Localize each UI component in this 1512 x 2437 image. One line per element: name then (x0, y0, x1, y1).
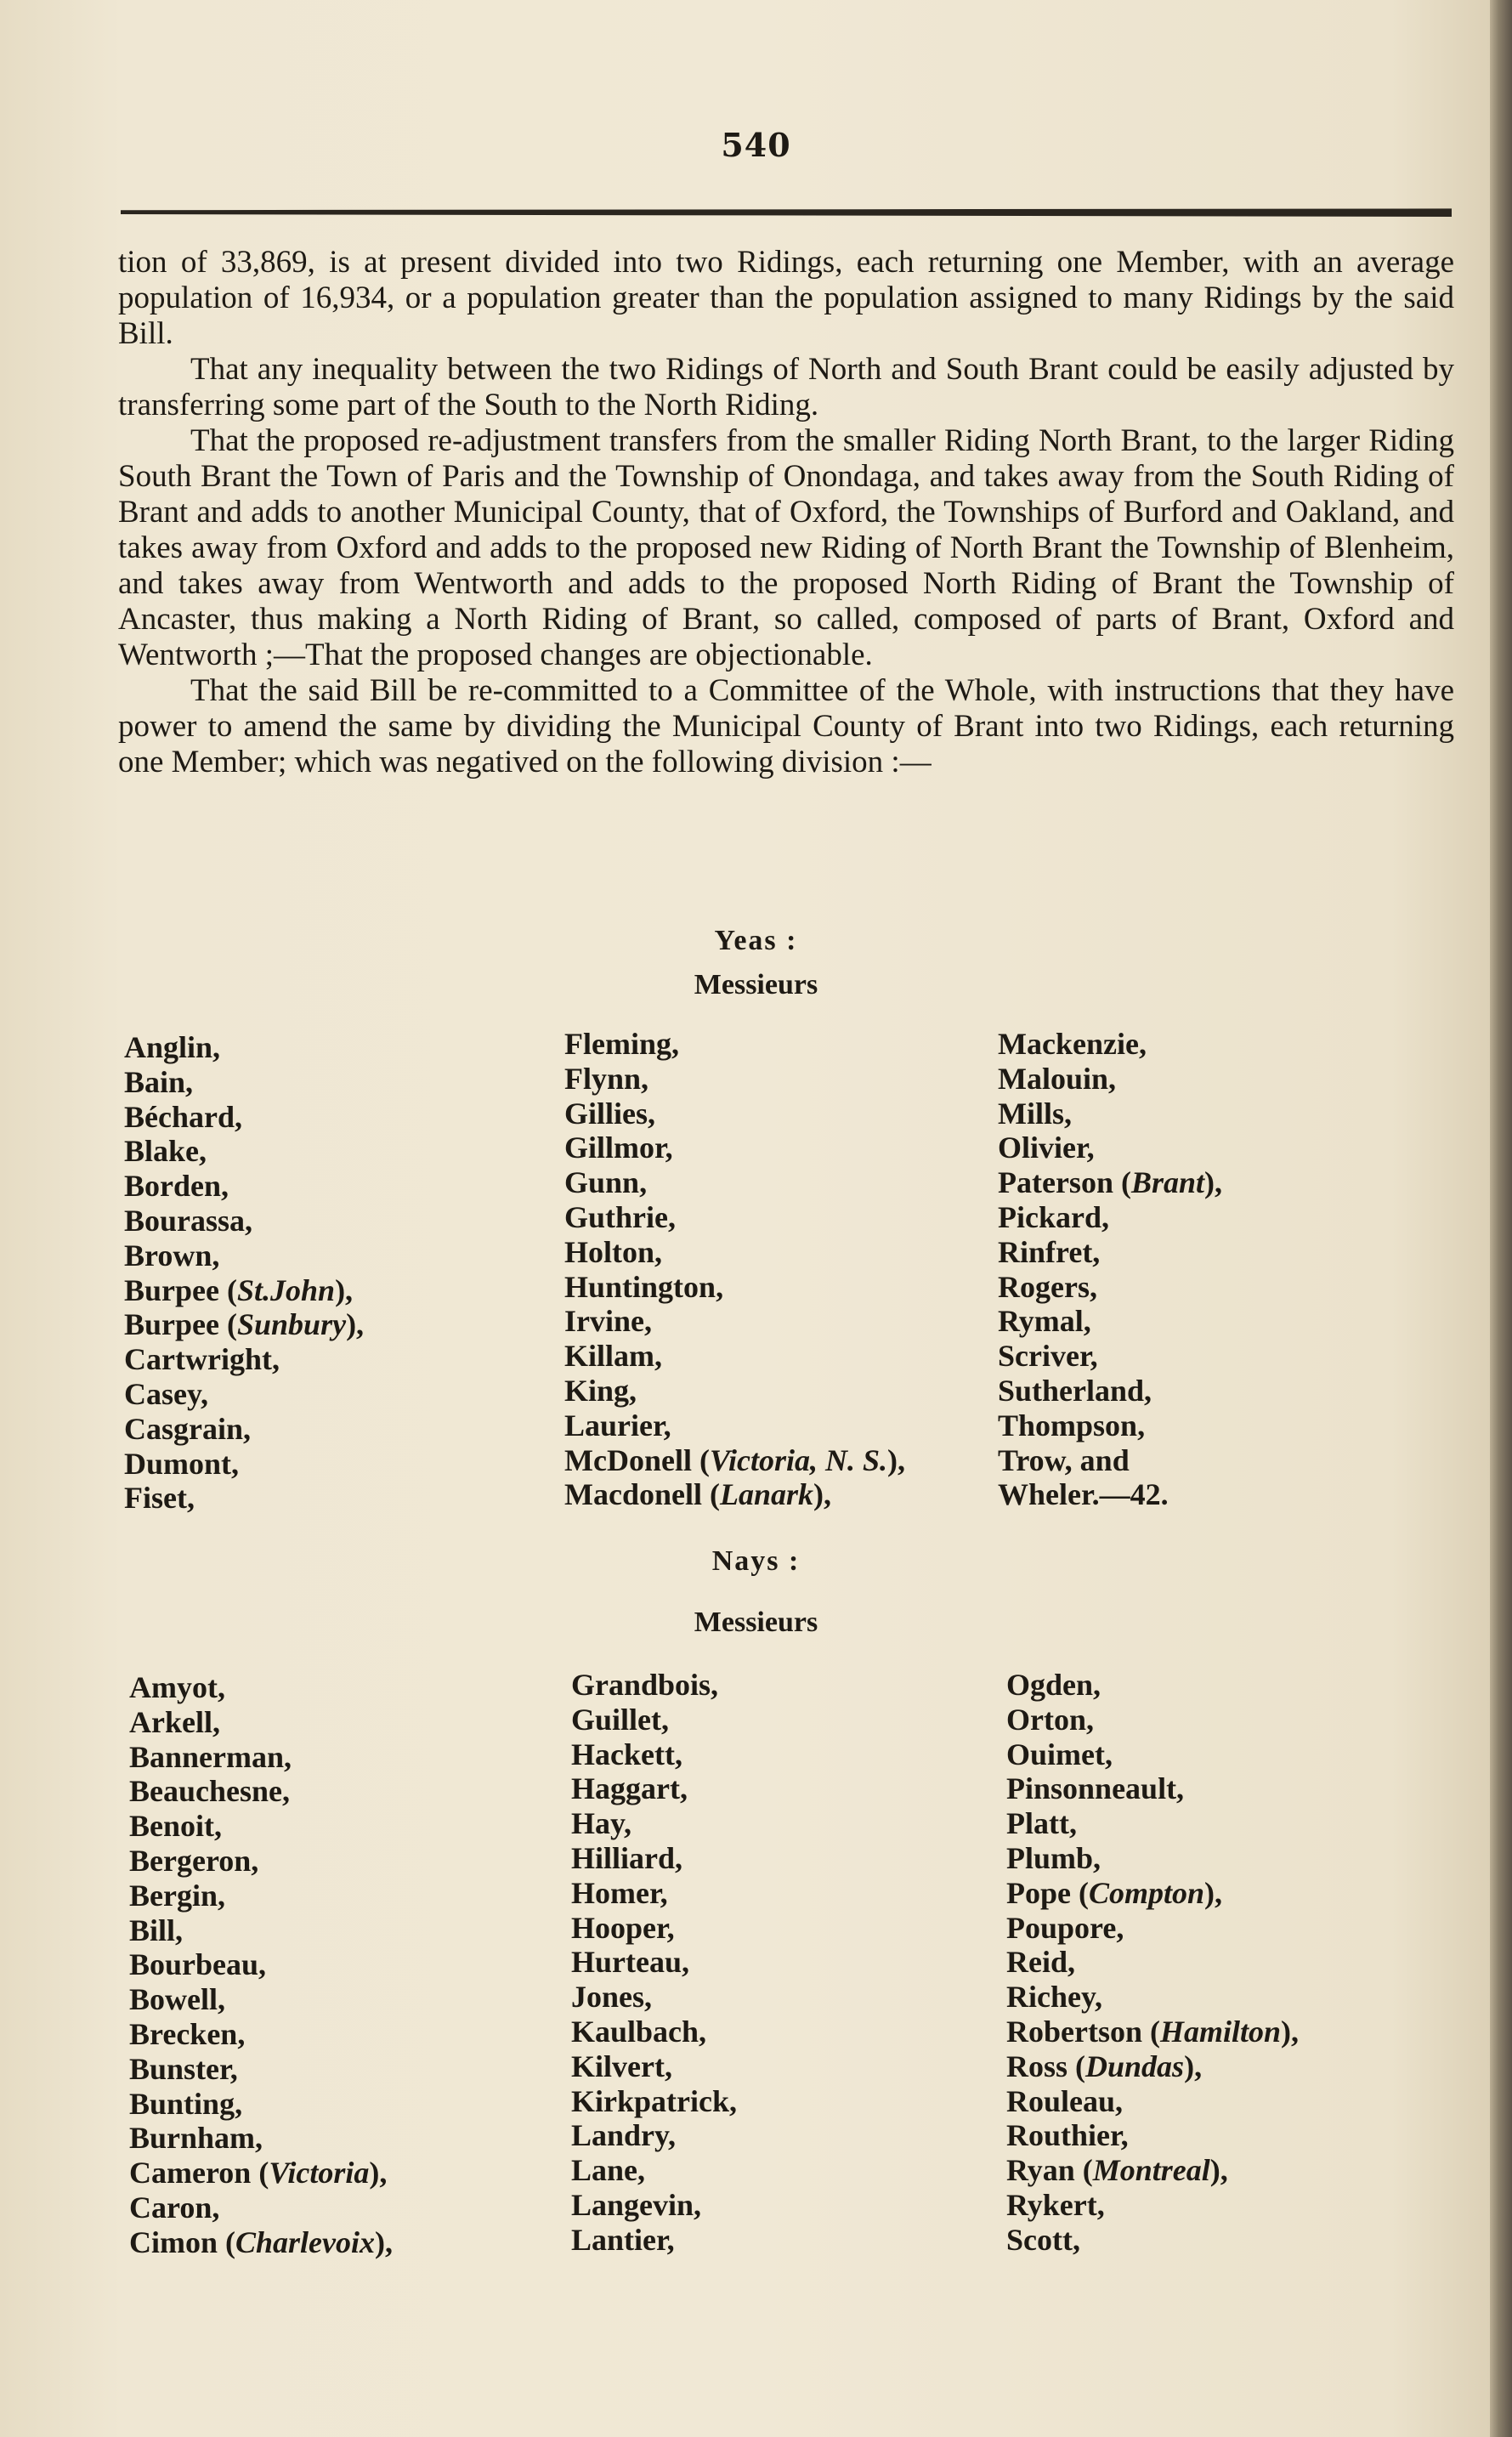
member-surname: Brecken, (129, 2016, 246, 2051)
nays-column-1 (129, 1670, 393, 2260)
member-surname: Brown, (124, 1238, 220, 1272)
member-surname: Malouin, (998, 1061, 1117, 1096)
member-surname: Richey, (1006, 1980, 1102, 2015)
member-surname: Burnham, (129, 2121, 263, 2156)
qualifier-close: ), (1204, 1875, 1223, 1910)
member-name (1006, 1945, 1299, 1980)
member-name (124, 1377, 364, 1412)
nays-heading: Nays : (711, 1545, 801, 1577)
member-name (571, 1806, 737, 1841)
member-name (571, 2153, 737, 2188)
constituency-qualifier: St.John (236, 1272, 336, 1307)
member-surname: Casey, (124, 1376, 208, 1411)
member-name (1006, 1806, 1299, 1841)
member-name (1006, 2223, 1299, 2258)
paragraph-3: That the proposed re-adjustment transfers from the smaller Riding North Brant, to the larger Riding South Brant the Town of Paris and the Township of Onondaga, and takes away from the South Riding of Brant and adds to another Municipal County, that of Oxford, the Townships of Burford and Oakland, and takes away from Oxford and adds to the proposed new Riding of North Brant the Township of Blenheim, and takes away from Wentworth and adds to the proposed North Riding of Brant the Township of Ancaster, thus making a North Riding of Brant, so called, composed of parts of Brant, Oxford and Wentworth ;—That the proposed changes are objectionable. (118, 423, 1454, 672)
member-surname: Plumb, (1006, 1840, 1101, 1875)
member-surname: Lantier, (571, 2222, 675, 2257)
member-surname: Macdonell ( (564, 1477, 720, 1512)
member-name (1006, 2188, 1299, 2223)
book-spine-edge (1490, 0, 1512, 2437)
member-surname: Routhier, (1006, 2118, 1129, 2153)
member-name (564, 1165, 905, 1200)
qualifier-close: ), (375, 2224, 394, 2259)
member-name (129, 1879, 393, 1913)
member-name (571, 1911, 737, 1946)
member-surname: Orton, (1006, 1702, 1094, 1737)
member-surname: Gillmor, (564, 1131, 673, 1165)
member-surname: Kilvert, (571, 2049, 672, 2083)
member-name (1006, 2015, 1299, 2049)
nays-column-3 (1006, 1668, 1299, 2258)
member-surname: Trow, and (998, 1442, 1130, 1477)
member-surname: Blake, (124, 1134, 207, 1169)
member-surname: Irvine, (564, 1304, 652, 1339)
constituency-qualifier: Brant (1130, 1165, 1205, 1200)
constituency-qualifier: Sunbury (236, 1307, 347, 1342)
body-text (118, 245, 1454, 780)
member-name (1006, 1876, 1299, 1911)
paragraph-1: tion of 33,869, is at present divided into two Ridings, each returning one Member, with an average population of 16,934, or a population greater than the population assigned to many Ridings by the said Bill. (118, 245, 1454, 351)
paragraph-2: That any inequality between the two Ridings of North and South Brant could be easily adjusted by transferring some part of the South to the North Riding. (118, 352, 1454, 422)
constituency-qualifier: Lanark (719, 1477, 814, 1512)
constituency-qualifier: Charlevoix (235, 2224, 376, 2259)
member-name (571, 2084, 737, 2119)
member-surname: Ryan ( (1006, 2153, 1093, 2188)
member-surname: Gillies, (564, 1096, 655, 1131)
member-name (571, 1771, 737, 1806)
member-name (124, 1481, 364, 1516)
member-surname: Arkell, (129, 1704, 220, 1739)
constituency-qualifier: Dundas (1085, 2049, 1185, 2083)
member-name (129, 2017, 393, 2052)
member-name (1006, 1703, 1299, 1737)
member-name (129, 2121, 393, 2156)
qualifier-close: ), (887, 1442, 905, 1477)
member-surname: Bowell, (129, 1982, 225, 2017)
constituency-qualifier: Victoria, N. S. (709, 1442, 887, 1477)
member-name (129, 1705, 393, 1740)
member-surname: Paterson ( (998, 1165, 1131, 1200)
member-surname: Mackenzie, (998, 1027, 1147, 1061)
member-name (998, 1304, 1222, 1339)
member-surname: Ouimet, (1006, 1737, 1113, 1771)
member-surname: Haggart, (571, 1771, 688, 1806)
member-surname: Homer, (571, 1875, 668, 1910)
page-number: 540 (721, 126, 791, 164)
member-surname: Cameron ( (129, 2156, 269, 2190)
member-surname: Ogden, (1006, 1668, 1101, 1702)
member-name (571, 1668, 737, 1703)
member-surname: Guillet, (571, 1702, 669, 1737)
member-surname: Pinsonneault, (1006, 1771, 1185, 1806)
member-name (564, 1027, 905, 1062)
member-name (129, 2052, 393, 2087)
member-surname: Ross ( (1006, 2049, 1086, 2083)
member-name (998, 1408, 1222, 1443)
member-name (998, 1097, 1222, 1131)
member-surname: King, (564, 1373, 637, 1408)
yeas-column-1 (124, 1030, 364, 1516)
member-name (129, 2156, 393, 2190)
member-name (124, 1169, 364, 1204)
member-name (124, 1238, 364, 1273)
member-surname: Bunting, (129, 2086, 243, 2121)
member-surname: Hooper, (571, 1910, 675, 1945)
qualifier-close: ), (1209, 2153, 1228, 2188)
member-name (998, 1339, 1222, 1374)
member-surname: Guthrie, (564, 1199, 676, 1234)
member-name (564, 1408, 905, 1443)
member-name (564, 1477, 905, 1512)
member-surname: Pickard, (998, 1199, 1109, 1234)
member-surname: Bain, (124, 1064, 194, 1099)
member-surname: Poupore, (1006, 1910, 1124, 1945)
member-surname: Caron, (129, 2190, 220, 2224)
member-name (571, 1945, 737, 1980)
yeas-subheading: Messieurs (694, 969, 818, 1000)
member-surname: Platt, (1006, 1806, 1077, 1841)
member-surname: Béchard, (124, 1099, 242, 1134)
member-surname: Burpee ( (124, 1307, 237, 1342)
member-name (571, 2223, 737, 2258)
member-surname: Killam, (564, 1339, 662, 1374)
member-name (564, 1062, 905, 1097)
member-name (571, 1737, 737, 1772)
member-name (129, 2190, 393, 2225)
member-name (564, 1200, 905, 1235)
member-surname: Kaulbach, (571, 2014, 707, 2049)
member-surname: Amyot, (129, 1670, 225, 1704)
member-name (564, 1443, 905, 1478)
member-name (571, 2118, 737, 2153)
member-surname: Fiset, (124, 1481, 195, 1516)
member-surname: Bourassa, (124, 1203, 253, 1238)
qualifier-close: ), (346, 1307, 365, 1342)
member-name (998, 1062, 1222, 1097)
member-surname: Robertson ( (1006, 2014, 1160, 2049)
member-name (1006, 2118, 1299, 2153)
yeas-column-2 (564, 1027, 905, 1512)
member-name (124, 1307, 364, 1342)
member-name (124, 1273, 364, 1308)
member-surname: Beauchesne, (129, 1774, 290, 1809)
member-name (564, 1235, 905, 1270)
member-surname: Langevin, (571, 2187, 702, 2222)
nays-column-2 (571, 1668, 737, 2258)
member-surname: Hay, (571, 1806, 632, 1841)
qualifier-close: ), (335, 1272, 354, 1307)
member-surname: Rymal, (998, 1304, 1091, 1339)
member-name (998, 1027, 1222, 1062)
member-name (129, 1844, 393, 1879)
member-surname: Grandbois, (571, 1668, 719, 1702)
member-surname: Bergeron, (129, 1843, 259, 1878)
member-surname: Flynn, (564, 1061, 649, 1096)
member-name (998, 1131, 1222, 1165)
member-surname: Bourbeau, (129, 1947, 267, 1982)
constituency-qualifier: Hamilton (1159, 2014, 1282, 2049)
member-surname: Thompson, (998, 1408, 1146, 1442)
constituency-qualifier: Victoria (269, 2156, 370, 2190)
member-surname: Sutherland, (998, 1373, 1152, 1408)
member-surname: Jones, (571, 1980, 653, 2015)
member-name (998, 1477, 1222, 1512)
member-surname: Hilliard, (571, 1840, 683, 1875)
yeas-column-3 (998, 1027, 1222, 1512)
member-surname: Gunn, (564, 1165, 648, 1200)
member-name (564, 1339, 905, 1374)
member-name (571, 1980, 737, 2015)
member-name (564, 1097, 905, 1131)
member-surname: Rykert, (1006, 2187, 1105, 2222)
paragraph-4: That the said Bill be re-committed to a Committee of the Whole, with instructions that they have power to amend the same by dividing the Municipal County of Brant into two Ridings, each returning one Member; which was negatived on the following division :— (118, 673, 1454, 779)
member-name (564, 1304, 905, 1339)
member-name (1006, 2049, 1299, 2084)
member-name (998, 1235, 1222, 1270)
member-surname: Anglin, (124, 1030, 221, 1064)
member-surname: Bunster, (129, 2051, 238, 2086)
nays-subheading: Messieurs (694, 1607, 818, 1638)
member-surname: Bannerman, (129, 1739, 292, 1774)
member-surname: Cartwright, (124, 1342, 280, 1377)
member-name (571, 1876, 737, 1911)
member-name (124, 1412, 364, 1447)
member-surname: Mills, (998, 1096, 1072, 1131)
member-surname: Lane, (571, 2153, 646, 2188)
member-name (1006, 1911, 1299, 1946)
member-surname: Bergin, (129, 1878, 225, 1913)
member-name (564, 1131, 905, 1165)
member-name (1006, 2153, 1299, 2188)
member-name (998, 1374, 1222, 1408)
member-surname: Fleming, (564, 1027, 679, 1061)
member-surname: Rouleau, (1006, 2083, 1124, 2118)
member-name (129, 1982, 393, 2017)
member-surname: Kirkpatrick, (571, 2083, 737, 2118)
member-name (998, 1165, 1222, 1200)
member-surname: Huntington, (564, 1269, 724, 1304)
member-surname: Hurteau, (571, 1945, 689, 1980)
member-name (124, 1134, 364, 1169)
member-name (1006, 2084, 1299, 2119)
member-name (129, 1774, 393, 1809)
member-surname: Scriver, (998, 1339, 1098, 1374)
member-name (998, 1200, 1222, 1235)
member-surname: Holton, (564, 1234, 663, 1269)
member-surname: Landry, (571, 2118, 677, 2153)
constituency-qualifier: Montreal (1092, 2153, 1210, 2188)
qualifier-close: ), (1281, 2014, 1300, 2049)
member-name (1006, 1737, 1299, 1772)
member-name (124, 1100, 364, 1135)
member-name (1006, 1980, 1299, 2015)
member-name (564, 1374, 905, 1408)
member-name (571, 2049, 737, 2084)
member-surname: Olivier, (998, 1131, 1095, 1165)
member-surname: Rinfret, (998, 1234, 1101, 1269)
member-surname: McDonell ( (564, 1442, 710, 1477)
qualifier-close: ), (813, 1477, 832, 1512)
yeas-heading: Yeas : (714, 925, 798, 956)
member-surname: Pope ( (1006, 1875, 1089, 1910)
constituency-qualifier: Compton (1088, 1875, 1205, 1910)
member-name (1006, 1668, 1299, 1703)
member-surname: Bill, (129, 1913, 184, 1947)
member-surname: Burpee ( (124, 1272, 237, 1307)
member-name (129, 1947, 393, 1982)
member-name (571, 2188, 737, 2223)
qualifier-close: ), (1204, 1165, 1223, 1200)
member-name (1006, 1841, 1299, 1876)
member-name (571, 1703, 737, 1737)
member-surname: Benoit, (129, 1809, 223, 1844)
member-surname: Casgrain, (124, 1411, 252, 1446)
member-name (129, 1670, 393, 1705)
member-name (124, 1030, 364, 1065)
member-surname: Wheler.—42. (998, 1477, 1169, 1512)
member-name (124, 1447, 364, 1482)
member-name (1006, 1771, 1299, 1806)
member-name (129, 2225, 393, 2260)
member-surname: Cimon ( (129, 2224, 235, 2259)
member-surname: Borden, (124, 1169, 229, 1204)
qualifier-close: ), (1184, 2049, 1203, 2083)
member-name (571, 1841, 737, 1876)
member-name (129, 1913, 393, 1948)
member-name (124, 1204, 364, 1238)
member-name (124, 1342, 364, 1377)
member-surname: Hackett, (571, 1737, 682, 1771)
member-surname: Laurier, (564, 1408, 671, 1442)
member-name (998, 1443, 1222, 1478)
member-surname: Scott, (1006, 2222, 1080, 2257)
member-name (571, 2015, 737, 2049)
member-surname: Rogers, (998, 1269, 1097, 1304)
member-name (129, 1740, 393, 1775)
member-name (129, 2087, 393, 2122)
member-name (998, 1270, 1222, 1305)
member-surname: Dumont, (124, 1446, 240, 1481)
qualifier-close: ), (369, 2156, 388, 2190)
member-name (129, 1809, 393, 1844)
member-surname: Reid, (1006, 1945, 1075, 1980)
header-rule (121, 207, 1452, 217)
member-name (124, 1065, 364, 1100)
member-name (564, 1270, 905, 1305)
